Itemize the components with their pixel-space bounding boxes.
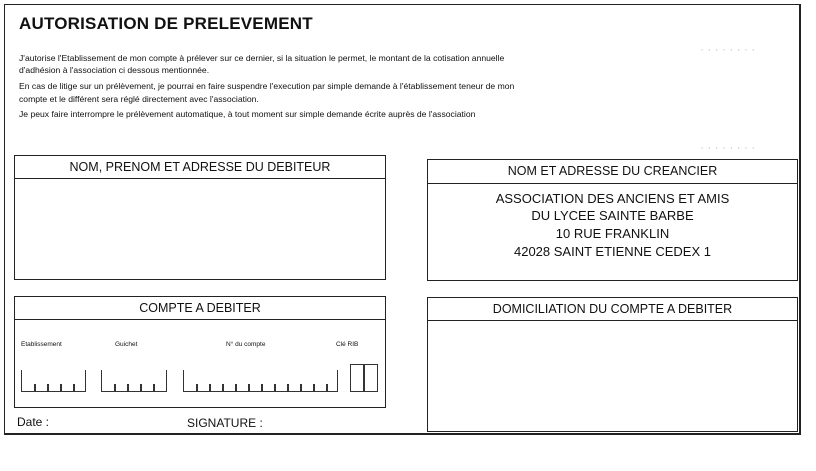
account-number-input[interactable]	[183, 370, 338, 392]
rib-key-input[interactable]	[350, 364, 378, 392]
authorization-text-line: compte et le différent sera réglé directement avec l'association.	[19, 94, 259, 104]
debtor-address-box[interactable]	[14, 155, 386, 280]
guichet-input[interactable]	[101, 370, 167, 392]
etablissement-input[interactable]	[21, 370, 86, 392]
authorization-text-line: d'adhésion à l'association ci dessous mentionnée.	[19, 65, 210, 75]
account-box-header: COMPTE A DEBITER	[15, 297, 385, 320]
authorization-text-line: J'autorise l'Etablissement de mon compte à prélever sur ce dernier, si la situation le permet, le montant de la cotisation annuelle	[19, 53, 505, 63]
domiciliation-box[interactable]	[427, 297, 798, 432]
creditor-city: 42028 SAINT ETIENNE CEDEX 1	[513, 244, 711, 259]
authorization-text-line: Je peux faire interrompre le prélèvement automatique, à tout moment sur simple demande écrite auprès de l'association	[19, 109, 476, 119]
show-through-text: · · · · · · · ·	[700, 42, 756, 56]
show-through-text: · · · · · · · ·	[700, 140, 756, 154]
creditor-box-header: NOM ET ADRESSE DU CREANCIER	[428, 160, 797, 184]
account-number-label: N° du compte	[226, 341, 266, 348]
signature-label: SIGNATURE :	[187, 416, 263, 430]
domiciliation-box-header: DOMICILIATION DU COMPTE A DEBITER	[428, 298, 797, 321]
creditor-street: 10 RUE FRANKLIN	[555, 226, 670, 241]
creditor-address-box	[427, 159, 798, 281]
guichet-label: Guichet	[115, 341, 138, 348]
creditor-name-line-1: ASSOCIATION DES ANCIENS ET AMIS	[495, 191, 730, 206]
etablissement-label: Etablissement	[21, 341, 62, 348]
creditor-name-line-2: DU LYCEE SAINTE BARBE	[531, 208, 694, 223]
account-box	[14, 296, 386, 408]
form-title: AUTORISATION DE PRELEVEMENT	[19, 14, 313, 33]
rib-key-label: Clé RIB	[336, 341, 359, 348]
debtor-box-header: NOM, PRENOM ET ADRESSE DU DEBITEUR	[15, 156, 385, 179]
authorization-text-line: En cas de litige sur un prélèvement, je pourrai en faire suspendre l'execution par simple demande à l'établissement teneur de mon	[19, 81, 515, 91]
date-label: Date :	[17, 415, 50, 429]
